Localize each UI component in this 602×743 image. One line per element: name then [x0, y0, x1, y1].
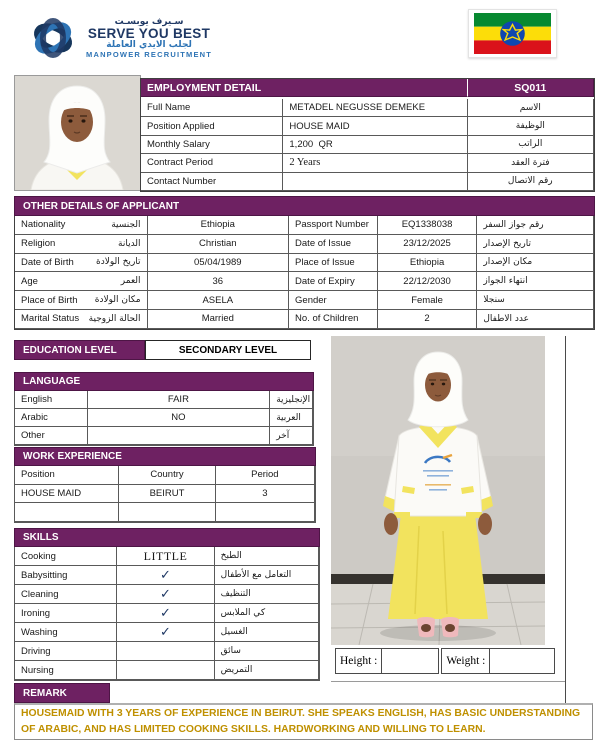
field-label: Religion	[21, 238, 56, 250]
table-row	[15, 254, 594, 273]
field-label: Contract Period	[141, 154, 283, 172]
field-label: English	[15, 391, 88, 409]
other-details-title: OTHER DETAILS OF APPLICANT	[14, 196, 595, 216]
table-row	[15, 391, 313, 409]
field-value: 23/12/2025	[378, 235, 478, 254]
field-label-arabic: الجنسية	[111, 219, 141, 230]
field-label: Passport Number	[289, 216, 378, 235]
table-row	[15, 604, 319, 623]
column-header: Position	[15, 466, 119, 485]
skills-table	[14, 547, 320, 681]
table-row	[15, 272, 594, 291]
skill-label-arabic: سائق	[215, 642, 319, 661]
skills-title: SKILLS	[14, 528, 320, 547]
skill-label-arabic: الغسيل	[215, 623, 319, 642]
field-label-arabic: انتهاء الجواز	[477, 272, 594, 291]
skill-label-arabic: التعامل مع الأطفال	[215, 566, 319, 585]
field-value: 2	[378, 310, 478, 329]
skill-value: LITTLE	[117, 547, 214, 566]
checkmark-icon: ✓	[117, 604, 214, 623]
remark-title: REMARK	[14, 683, 110, 703]
table-row	[141, 136, 594, 154]
field-value	[119, 503, 215, 522]
field-label: Other	[15, 427, 88, 445]
table-row	[15, 427, 313, 445]
field-value: Married	[148, 310, 289, 329]
table-row	[15, 547, 319, 566]
skill-label: Driving	[15, 642, 117, 661]
field-label: Place of Birth	[21, 294, 78, 306]
field-label-arabic: الإنجليزية	[270, 391, 313, 409]
table-row	[15, 291, 594, 310]
field-label: Place of Issue	[289, 254, 378, 273]
logo-arabic-tagline: لجلب الايدي العاملة	[106, 40, 192, 51]
height-weight-row	[335, 648, 555, 674]
applicant-passport-photo	[14, 75, 141, 191]
language-table	[14, 391, 314, 446]
field-value: EQ1338038	[378, 216, 478, 235]
skill-label: Nursing	[15, 661, 117, 680]
field-value: HOUSE MAID	[283, 117, 467, 135]
field-value: METADEL NEGUSSE DEMEKE	[283, 99, 467, 117]
field-value	[283, 173, 467, 191]
column-header: Period	[216, 466, 315, 485]
field-label: Date of Expiry	[289, 272, 378, 291]
photo-panel-border	[565, 336, 566, 703]
skill-value	[117, 642, 214, 661]
ethiopia-flag	[468, 9, 557, 58]
field-label-arabic: آخر	[270, 427, 313, 445]
checkmark-icon: ✓	[117, 566, 214, 585]
field-label-arabic: الوظيفة	[468, 117, 594, 135]
weight-field[interactable]	[489, 648, 555, 674]
table-row	[15, 235, 594, 254]
skill-label: Ironing	[15, 604, 117, 623]
field-value	[88, 427, 271, 445]
table-row	[15, 642, 319, 661]
education-level-value: SECONDARY LEVEL	[145, 340, 311, 360]
field-label: Full Name	[141, 99, 283, 117]
field-value: FAIR	[88, 391, 271, 409]
photo-panel-border	[331, 681, 565, 682]
table-row	[15, 409, 313, 427]
logo-tagline: MANPOWER RECRUITMENT	[86, 49, 213, 59]
skill-label: Cooking	[15, 547, 117, 566]
applicant-full-photo	[331, 336, 545, 645]
field-label: Age	[21, 275, 38, 287]
checkmark-icon: ✓	[117, 623, 214, 642]
field-label-arabic: العمر	[120, 276, 141, 287]
table-row	[15, 485, 315, 504]
field-value: Christian	[148, 235, 289, 254]
field-label-arabic: تاريخ الإصدار	[477, 235, 594, 254]
skill-label-arabic: كي الملابس	[215, 604, 319, 623]
table-row	[141, 99, 594, 117]
field-value: Ethiopia	[148, 216, 289, 235]
field-value: 05/04/1989	[148, 254, 289, 273]
field-value: HOUSE MAID	[15, 485, 119, 504]
field-label: Monthly Salary	[141, 136, 283, 154]
skill-value	[117, 661, 214, 680]
field-label: Nationality	[21, 219, 66, 231]
field-label-arabic: تاريخ الولادة	[96, 257, 141, 268]
table-row	[15, 216, 594, 235]
height-label: Height :	[335, 648, 382, 674]
field-value	[216, 503, 315, 522]
field-label: Gender	[289, 291, 378, 310]
table-row	[141, 173, 594, 191]
field-label: Arabic	[15, 409, 88, 427]
field-value: 2 Years	[283, 154, 467, 172]
company-logo	[26, 10, 212, 66]
logo-name: SERVE YOU BEST	[87, 25, 211, 41]
field-label-arabic: مكان الولادة	[94, 295, 141, 306]
field-label-arabic: عدد الاطفال	[477, 310, 594, 329]
field-value: Ethiopia	[378, 254, 478, 273]
field-label: No. of Children	[289, 310, 378, 329]
field-label-arabic: العربية	[270, 409, 313, 427]
weight-label: Weight :	[441, 648, 490, 674]
field-label-arabic: فترة العقد	[468, 154, 594, 172]
field-label-arabic: الحالة الزوجية	[88, 313, 141, 324]
field-label-arabic: سنجلا	[477, 291, 594, 310]
field-value: BEIRUT	[119, 485, 215, 504]
table-row	[15, 585, 319, 604]
field-label-arabic: رقم الاتصال	[468, 173, 594, 191]
field-label: Date of Issue	[289, 235, 378, 254]
logo-knot-icon	[26, 10, 80, 66]
table-header-row	[15, 466, 315, 485]
field-label-arabic: الديانة	[118, 238, 141, 249]
work-experience-title: WORK EXPERIENCE	[14, 447, 316, 466]
field-label: Position Applied	[141, 117, 283, 135]
table-row	[15, 503, 315, 522]
table-row	[15, 310, 594, 329]
education-level-title: EDUCATION LEVEL	[14, 340, 145, 360]
employment-detail-table	[140, 78, 595, 192]
employment-title: EMPLOYMENT DETAIL	[141, 79, 468, 97]
reference-code: SQ011	[468, 79, 594, 97]
field-value: Female	[378, 291, 478, 310]
field-value: 22/12/2030	[378, 272, 478, 291]
field-label-arabic: الراتب	[468, 136, 594, 154]
skill-label: Washing	[15, 623, 117, 642]
table-row	[15, 661, 319, 680]
field-value: 1,200 QR	[283, 136, 467, 154]
skill-label-arabic: التمريض	[215, 661, 319, 680]
field-value: 36	[148, 272, 289, 291]
field-value: ASELA	[148, 291, 289, 310]
field-label-arabic: رقم جواز السفر	[477, 216, 594, 235]
field-value: NO	[88, 409, 271, 427]
table-row	[15, 566, 319, 585]
skill-label: Cleaning	[15, 585, 117, 604]
language-title: LANGUAGE	[14, 372, 314, 391]
field-label: Date of Birth	[21, 256, 74, 268]
checkmark-icon: ✓	[117, 585, 214, 604]
field-label-arabic: مكان الإصدار	[477, 254, 594, 273]
table-row	[141, 117, 594, 135]
field-label-arabic: الاسم	[468, 99, 594, 117]
skill-label-arabic: الطبخ	[215, 547, 319, 566]
field-label: Marital Status	[21, 313, 80, 325]
column-header: Country	[119, 466, 215, 485]
logo-arabic-name: سـيرف يوبسـت	[114, 16, 184, 27]
work-experience-table	[14, 466, 316, 523]
other-details-table	[14, 216, 595, 330]
height-field[interactable]	[381, 648, 439, 674]
remark-text: HOUSEMAID WITH 3 YEARS OF EXPERIENCE IN BEIRUT. SHE SPEAKS ENGLISH, HAS BASIC UNDERSTANDING OF ARABIC, AND HAS LIMITED COOKING SKILLS. HARDWORKING AND WILLING TO LEARN.	[14, 703, 593, 740]
field-value	[15, 503, 119, 522]
skill-label-arabic: التنظيف	[215, 585, 319, 604]
skill-label: Babysitting	[15, 566, 117, 585]
table-row	[15, 623, 319, 642]
field-label: Contact Number	[141, 173, 283, 191]
table-row	[141, 154, 594, 172]
field-value: 3	[216, 485, 315, 504]
